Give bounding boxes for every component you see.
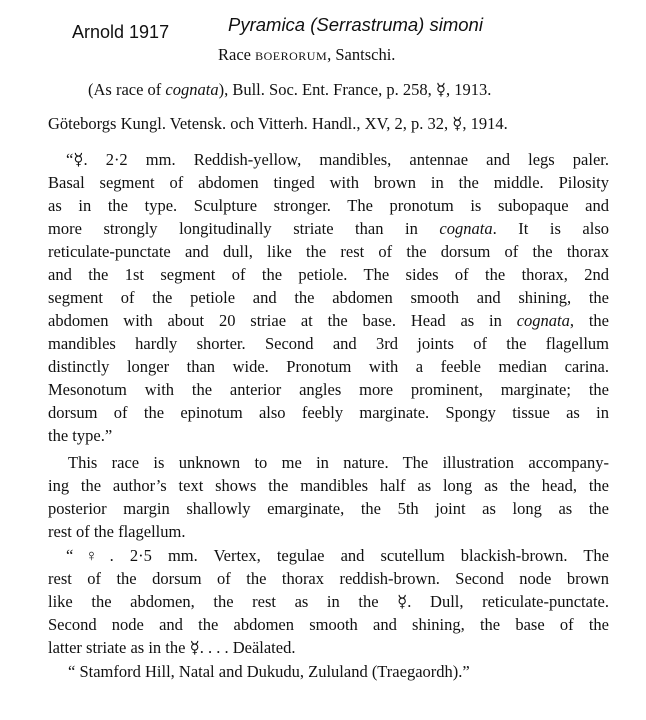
para1-line: segment of the petiole and the abdomen smooth and shining, the <box>48 288 609 307</box>
para2-line: ing the author’s text shows the mandibles half as long as the head, the <box>48 476 609 495</box>
header-author-year: Arnold 1917 <box>72 22 170 42</box>
para3-line: Second node and the abdomen smooth and shining, the base of the <box>48 615 609 634</box>
race-name: boerorum <box>255 45 328 64</box>
locality-line: “ Stamford Hill, Natal and Dukudu, Zululand (Traegaordh).” <box>68 662 470 681</box>
para1-line: and the 1st segment of the petiole. The sides of the thorax, 2nd <box>48 265 609 284</box>
para3-line: rest of the dorsum of the thorax reddish-brown. Second node brown <box>48 569 609 588</box>
citation-bull-soc <box>88 79 491 101</box>
citation-goteborgs: Göteborgs Kungl. Vetensk. och Vitterh. Handl., XV, 2, p. 32, ☿, 1914. <box>48 114 508 133</box>
race-line <box>218 44 395 66</box>
para1-line: mandibles hardly shorter. Second and 3rd joints of the flagellum <box>48 334 609 353</box>
para1-line: Mesonotum with the anterior angles more prominent, marginate; the <box>48 380 609 399</box>
citation1-taxon: cognata <box>165 80 219 99</box>
header-species-name: Pyramica (Serrastruma) simoni <box>228 14 483 35</box>
para1-line: distinctly longer than wide. Pronotum with a feeble median carina. <box>48 357 609 376</box>
para1-line: dorsum of the epinotum also feebly marginate. Spongy tissue as in <box>48 403 609 422</box>
para2-line: posterior margin shallowly emarginate, the 5th joint as long as the <box>48 499 609 518</box>
para3-line: like the abdomen, the rest as in the ☿. Dull, reticulate-punctate. <box>48 592 609 611</box>
para2-line: This race is unknown to me in nature. The illustration accompany- <box>68 453 609 472</box>
para2-line: rest of the flagellum. <box>48 522 186 541</box>
para1-line: the type.” <box>48 426 113 445</box>
para1-line: abdomen with about 20 striae at the base. Head as in cognata, the <box>48 311 609 330</box>
para1-line: reticulate-punctate and dull, like the rest of the dorsum of the thorax <box>48 242 609 261</box>
citation1-rest: ), Bull. Soc. Ent. France, p. 258, ☿, 1913. <box>218 80 492 99</box>
race-suffix: , Santschi. <box>327 45 396 64</box>
para1-line: Basal segment of abdomen tinged with brown in the middle. Pilosity <box>48 173 609 192</box>
para1-line: “☿. 2·2 mm. Reddish-yellow, mandibles, antennae and legs paler. <box>66 150 609 169</box>
para1-line: as in the type. Sculpture stronger. The pronotum is subopaque and <box>48 196 609 215</box>
citation1-open: (As race of <box>88 80 166 99</box>
race-prefix: Race <box>218 45 256 64</box>
para1-line: more strongly longitudinally striate than in cognata. It is also <box>48 219 610 238</box>
para3-line: “♀. 2·5 mm. Vertex, tegulae and scutellum blackish-brown. The <box>66 546 609 565</box>
para3-line: latter striate as in the ☿. . . . Deälated. <box>48 638 296 657</box>
